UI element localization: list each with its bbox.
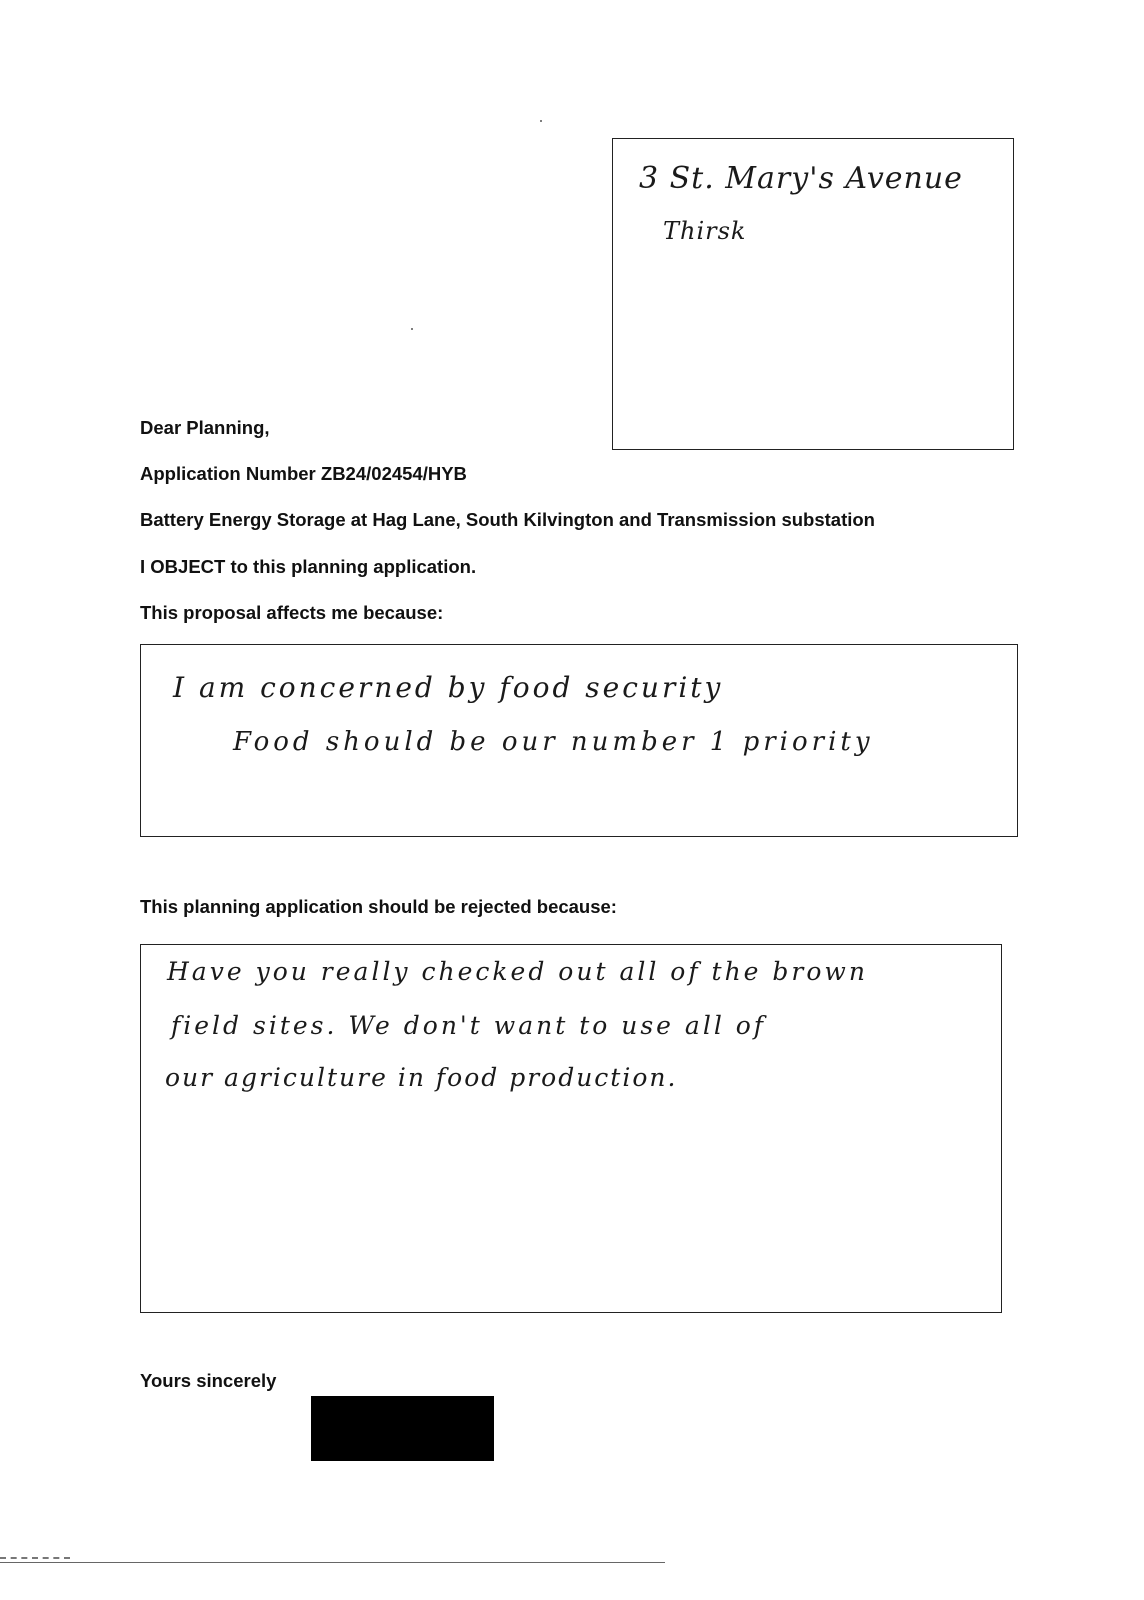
rejected-answer-line: Have you really checked out all of the brown xyxy=(167,957,868,986)
signoff: Yours sincerely xyxy=(140,1370,277,1391)
salutation: Dear Planning, xyxy=(140,417,270,438)
affects-answer-line: Food should be our number 1 priority xyxy=(233,727,874,757)
affects-answer-box xyxy=(140,644,1018,837)
rejected-answer-line: our agriculture in food production. xyxy=(165,1063,678,1092)
scan-edge-mark xyxy=(0,1557,70,1559)
scan-speck xyxy=(540,120,542,122)
affects-answer-line: I am concerned by food security xyxy=(173,671,724,704)
rejected-answer-box xyxy=(140,944,1002,1313)
application-number: Application Number ZB24/02454/HYB xyxy=(140,463,467,484)
address-line-2: Thirsk xyxy=(663,217,747,245)
objection-statement: I OBJECT to this planning application. xyxy=(140,556,477,577)
scan-speck xyxy=(411,328,413,330)
site-description: Battery Energy Storage at Hag Lane, South Kilvington and Transmission substation xyxy=(140,509,875,530)
address-box xyxy=(612,138,1014,450)
affects-prompt: This proposal affects me because: xyxy=(140,602,444,623)
scan-edge-rule xyxy=(0,1562,665,1563)
rejected-answer-line: field sites. We don't want to use all of xyxy=(171,1011,767,1040)
signature-redaction xyxy=(311,1396,494,1461)
address-line-1: 3 St. Mary's Avenue xyxy=(639,161,963,196)
rejected-prompt: This planning application should be rejected because: xyxy=(140,896,617,917)
